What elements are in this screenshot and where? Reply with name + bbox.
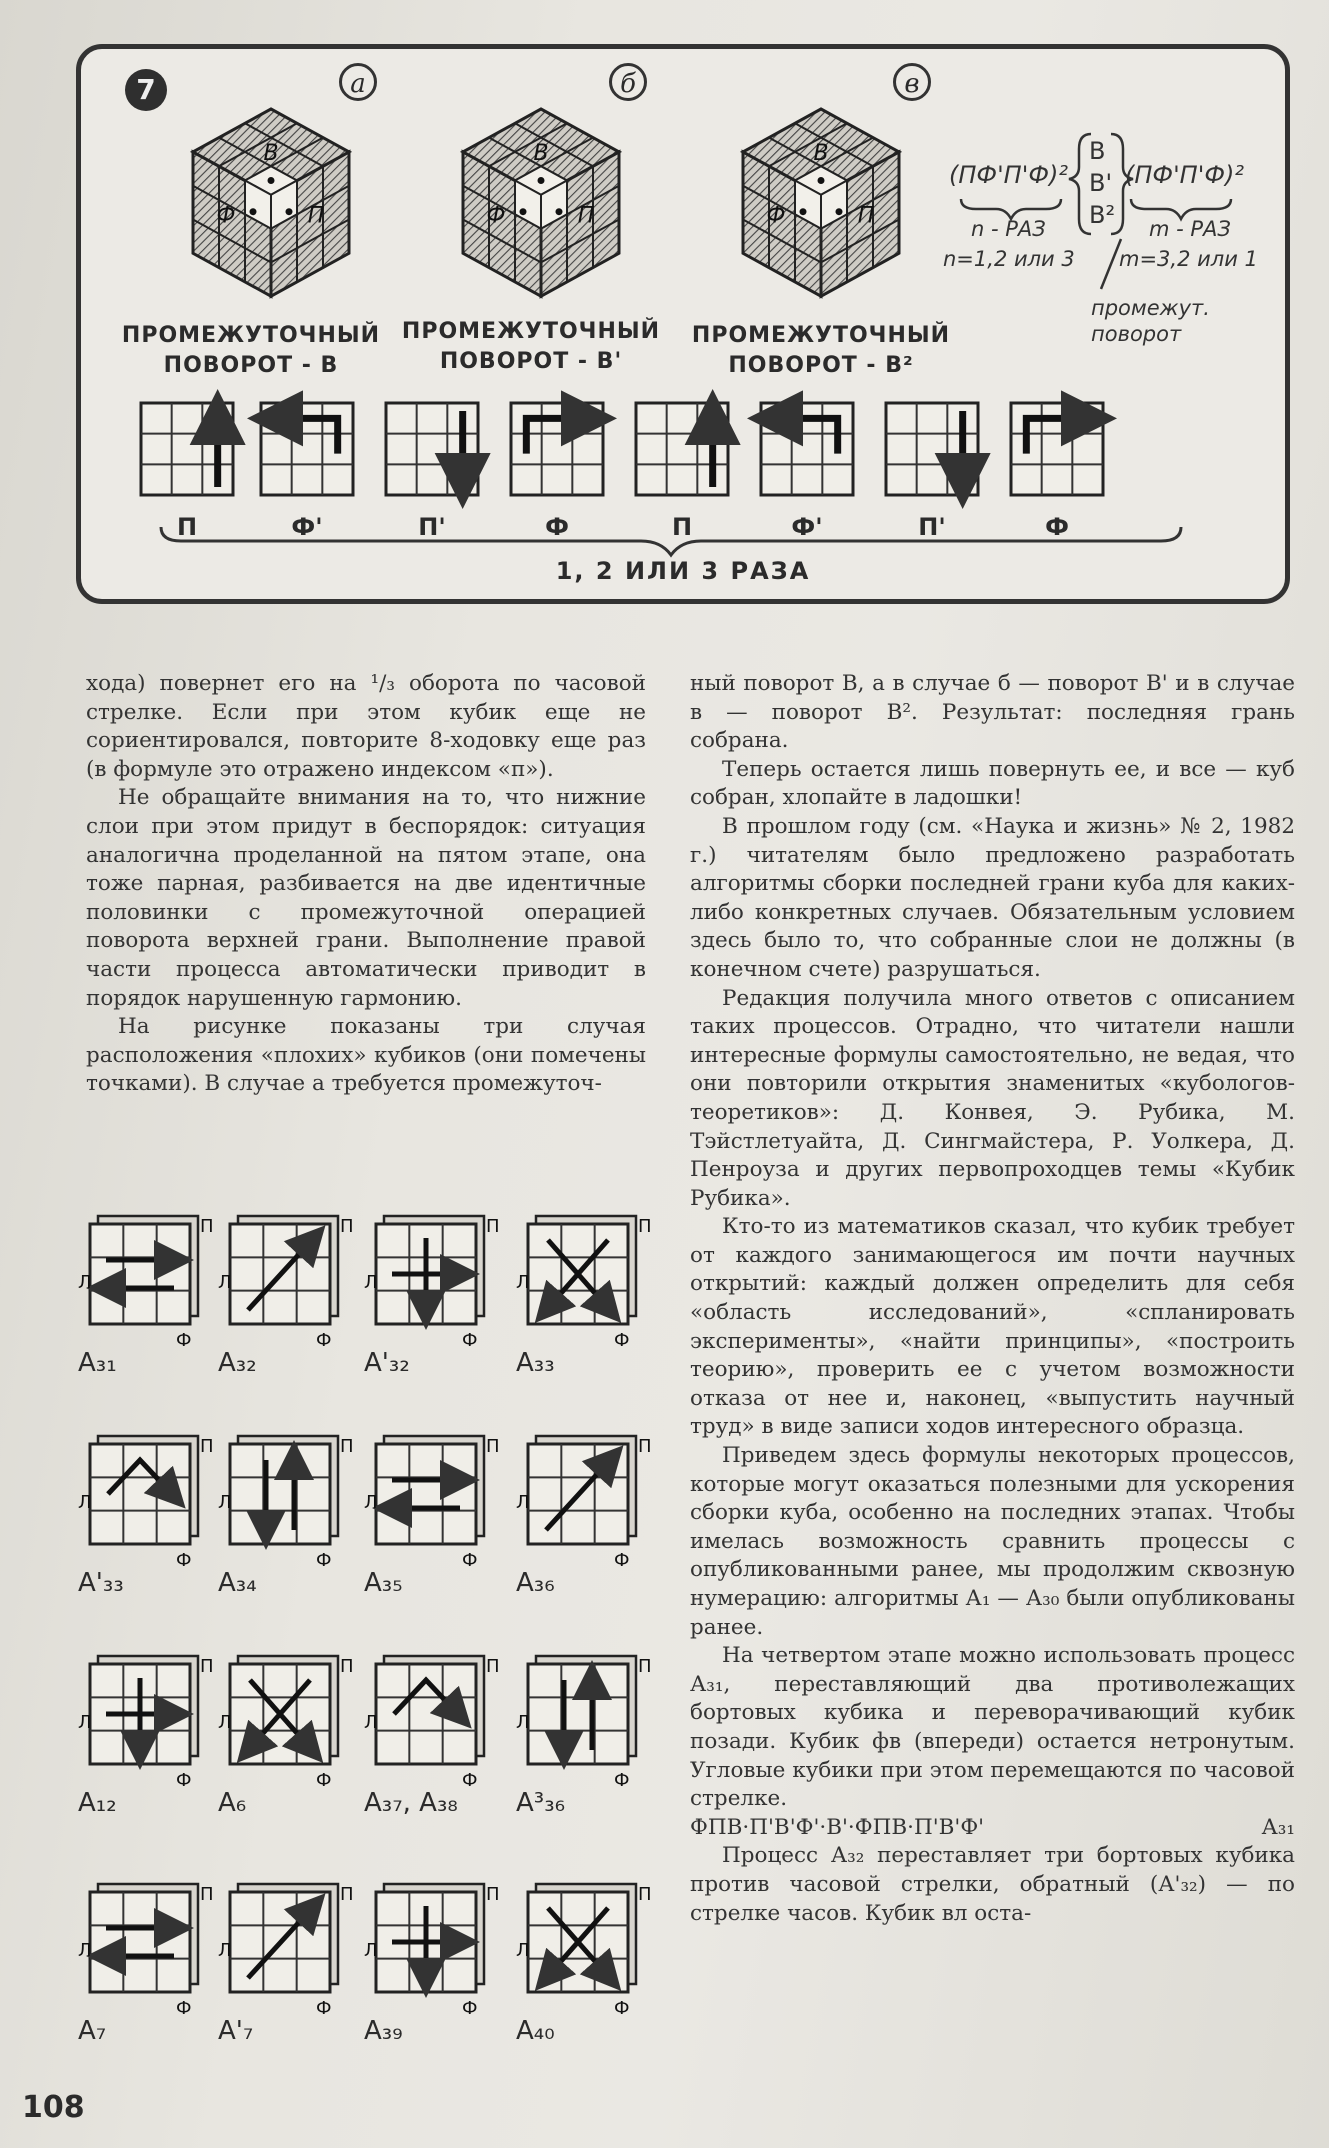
algorithm-drawing [516,1650,686,1850]
caption-line: ПОВОРОТ - В [163,353,339,378]
page-number: 108 [22,2090,85,2125]
face-label-front: Ф [176,1550,192,1571]
face-label-left: Л [516,1492,530,1513]
move-diagram [511,403,603,495]
formula-left-sub: n - РАЗ [971,217,1046,241]
move-label: Ф' [791,513,823,541]
face-label-left: Л [364,1492,378,1513]
text-column-left [86,670,646,1099]
algorithm-label: А₃₇, А₃₈ [364,1788,458,1818]
face-label-right: П [638,1884,652,1905]
algorithm-diagram [516,1210,686,1410]
face-label-left: Л [218,1492,232,1513]
algorithm-drawing [218,1430,388,1630]
algorithm-drawing [516,1430,686,1630]
paragraph: В прошлом году (см. «Наука и жизнь» № 2, 1982 г.) читателям было предложено разработать алгоритмы сборки последней грани куба для каких-либо конкретных случаев. Обязательным условием здесь было то, что собранные слои не должны (в конечном счете) разрушаться. [690,813,1295,982]
face-label-top: В [813,140,829,166]
algorithm-label: А₃₉ [364,2016,403,2046]
case-letter-b: б [609,63,647,101]
face-label-left: Л [218,1712,232,1733]
face-label-right: П [200,1656,214,1677]
face-label-left: Л [78,1492,92,1513]
move-diagram [386,403,478,495]
face-label-front: Ф [462,1998,478,2019]
brace-item: В' [1089,169,1113,197]
algorithm-diagram [364,1210,534,1410]
algorithm-drawing [364,1210,534,1410]
face-label-front: Ф [316,1550,332,1571]
move-label: Ф [545,513,569,541]
caption-line: ПРОМЕЖУТОЧНЫЙ [121,323,381,348]
caption-line: ПОВОРОТ - В' [439,349,623,374]
face-label-right: П [340,1884,354,1905]
algorithm-diagram [218,1210,388,1410]
face-label-right: П [340,1436,354,1457]
paragraph: Процесс А₃₂ переставляет три бортовых кубика против часовой стрелки, обратный (А'₃₂) — по стрелке часов. Кубик вл оста- [690,1843,1295,1926]
face-label-right: П [638,1216,652,1237]
algorithm-diagram [364,1650,534,1850]
face-label-left: Л [364,1940,378,1961]
text-column-right [690,670,1295,1928]
face-label-right: П [857,203,875,229]
algorithm-label: А₃₄ [218,1568,257,1598]
paragraph: Кто-то из математиков сказал, что кубик требует от каждого занимающегося им почти научных открытий: каждый должен определить для себя «область исследований», «спланировать эксперименты», «найти принципы», «построить теорию», проверить ее с учетом возможности отказа от нее и, наконец, «выпустить научный труд» в виде записи ходов интересного образца. [690,1214,1295,1440]
face-label-front: Ф [614,1998,630,2019]
face-label-front: Ф [462,1770,478,1791]
face-label-front: Ф [462,1330,478,1351]
face-label-front: Ф [614,1550,630,1571]
formula-right-sub: m - РАЗ [1149,217,1231,241]
face-label-front: Ф [316,1998,332,2019]
note-line: промежут. [1091,296,1210,320]
move-label: П' [918,513,946,541]
caption-line: ПРОМЕЖУТОЧНЫЙ [691,323,951,348]
algorithm-diagram [516,1650,686,1850]
move-diagram [636,403,728,495]
face-label-front: Ф [462,1550,478,1571]
algorithm-label: А'₇ [218,2016,254,2046]
algorithm-label: А₃₁ [78,1348,117,1378]
algorithm-diagram [364,1878,534,2078]
algorithm-label: А₇ [78,2016,107,2046]
algorithm-label: А₆ [218,1788,247,1818]
move-diagram [761,403,853,495]
figure-7 [76,44,1290,604]
algorithm-diagram [364,1430,534,1630]
algorithm-label: А³₃₆ [516,1788,566,1818]
face-label-left: Л [364,1272,378,1293]
face-label-right: П [638,1436,652,1457]
face-label-right: П [200,1436,214,1457]
caption-line: ПРОМЕЖУТОЧНЫЙ [401,319,661,344]
face-label-front: Ф [216,203,236,229]
face-label-left: Л [78,1272,92,1293]
formula-a31-label: А₃₁ [1261,1814,1295,1840]
move-label: Ф' [291,513,323,541]
move-diagram [261,403,353,495]
case-letter-v: в [893,63,931,101]
face-label-front: Ф [176,1770,192,1791]
algorithm-label: А₄₀ [516,2016,555,2046]
algorithm-diagram [218,1430,388,1630]
paragraph: На четвертом этапе можно использовать процесс А₃₁, переставляющий два противолежащих бортовых кубика и переворачивающий кубик позади. Кубик фв (впереди) остается нетронутым. Угловые кубики при этом перемещаются по часовой стрелке. [690,1643,1295,1812]
paragraph: На рисунке показаны три случая расположения «плохих» кубиков (они помечены точками). В случае а требуется промежуточ- [86,1014,646,1097]
face-label-left: Л [218,1272,232,1293]
algorithm-label: А₃₃ [516,1348,555,1378]
algorithm-diagram [218,1650,388,1850]
formula-left-group: (ПФ'П'Ф)² [949,161,1068,189]
algorithm-label: А₁₂ [78,1788,117,1818]
move-diagram [1011,403,1103,495]
face-label-right: П [486,1656,500,1677]
face-label-left: Л [516,1940,530,1961]
algorithm-label: А₃₆ [516,1568,555,1598]
algorithm-drawing [364,1430,534,1630]
face-label-front: Ф [614,1330,630,1351]
paragraph: Теперь остается лишь повернуть ее, и все — куб собран, хлопайте в ладошки! [690,756,1295,811]
paragraph: ный поворот В, а в случае б — поворот В' и в случае в — поворот В². Результат: последняя грань собрана. [690,671,1295,754]
face-label-right: П [486,1884,500,1905]
brace-item: В [1089,137,1106,165]
move-label: П [671,513,693,541]
face-label-front: Ф [176,1998,192,2019]
algorithm-label: А'₃₃ [78,1568,124,1598]
face-label-top: В [533,140,549,166]
repeat-label: 1, 2 ИЛИ 3 РАЗА [555,557,811,585]
face-label-right: П [638,1656,652,1677]
face-label-top: В [263,140,279,166]
paragraph: Приведем здесь формулы некоторых процессов, которые могут оказаться полезными для ускорения сборки куба, особенно на последних этапах. Чтобы имелась возможность сравнить процессы с опубликованными ранее, мы продолжим сквозную нумерацию: алгоритмы А₁ — А₃₀ были опубликованы ранее. [690,1443,1295,1640]
move-diagram [141,403,233,495]
algorithm-drawing [364,1878,534,2078]
algorithm-drawing [218,1650,388,1850]
algorithm-diagram [218,1878,388,2078]
brace-item: В² [1089,201,1116,229]
formula-a31-line [690,1814,1295,1843]
algorithm-drawing [364,1650,534,1850]
formula-a31: ФПВ·П'В'Ф'·В'·ФПВ·П'В'Ф' [690,1814,985,1840]
formula-right-group: (ПФ'П'Ф)² [1125,161,1244,189]
formula-right-cond: m=3,2 или 1 [1119,247,1258,271]
move-label: Ф [1045,513,1069,541]
face-label-front: Ф [316,1770,332,1791]
caption-line: ПОВОРОТ - В² [728,353,914,378]
face-label-left: Л [78,1940,92,1961]
algorithm-drawing [516,1878,686,2078]
face-label-right: П [340,1656,354,1677]
face-label-front: Ф [176,1330,192,1351]
move-diagram [886,403,978,495]
face-label-right: П [340,1216,354,1237]
face-label-right: П [307,203,325,229]
face-label-left: Л [516,1272,530,1293]
paragraph: Редакция получила много ответов с описанием таких процессов. Отрадно, что читатели нашли интересные формулы самостоятельно, не ведая, что они повторили открытия знаменитых «кубологов-теоретиков»: Д. Конвея, Э. Рубика, М. Тэйстлетуайта, Д. Сингмайстера, Р. Уолкера, Д. Пенроуза и других первопроходцев темы «Кубик Рубика». [690,985,1295,1211]
face-label-front: Ф [614,1770,630,1791]
figure-number: 7 [125,69,167,111]
algorithm-label: А₃₂ [218,1348,257,1378]
paragraph: хода) повернет его на ¹/₃ оборота по часовой стрелке. Если при этом кубик еще не сориентировался, повторите 8-ходовку еще раз (в формуле это отражено индексом «п»). [86,671,646,782]
paragraph: Не обращайте внимания на то, что нижние слои при этом придут в беспорядок: ситуация аналогична проделанной на пятом этапе, она тоже парная, разбивается на две идентичные половинки с промежуточной операцией поворота верхней грани. Выполнение правой части процесса автоматически приводит в порядок нарушенную гармонию. [86,785,646,1011]
note-line: поворот [1091,322,1182,346]
face-label-front: Ф [486,203,506,229]
algorithm-label: А'₃₂ [364,1348,410,1378]
formula-left-cond: n=1,2 или 3 [943,247,1075,271]
face-label-right: П [200,1884,214,1905]
move-label: П [176,513,198,541]
face-label-front: Ф [316,1330,332,1351]
algorithm-drawing [218,1878,388,2078]
face-label-left: Л [218,1940,232,1961]
face-label-front: Ф [766,203,786,229]
face-label-right: П [486,1436,500,1457]
face-label-right: П [200,1216,214,1237]
face-label-right: П [486,1216,500,1237]
face-label-left: Л [516,1712,530,1733]
move-label: П' [418,513,446,541]
face-label-left: Л [78,1712,92,1733]
algorithm-diagram [516,1430,686,1630]
algorithm-drawing [218,1210,388,1410]
face-label-right: П [577,203,595,229]
face-label-left: Л [364,1712,378,1733]
algorithm-label: А₃₅ [364,1568,403,1598]
case-letter-a: а [339,63,377,101]
algorithm-diagram [516,1878,686,2078]
algorithm-drawing [516,1210,686,1410]
